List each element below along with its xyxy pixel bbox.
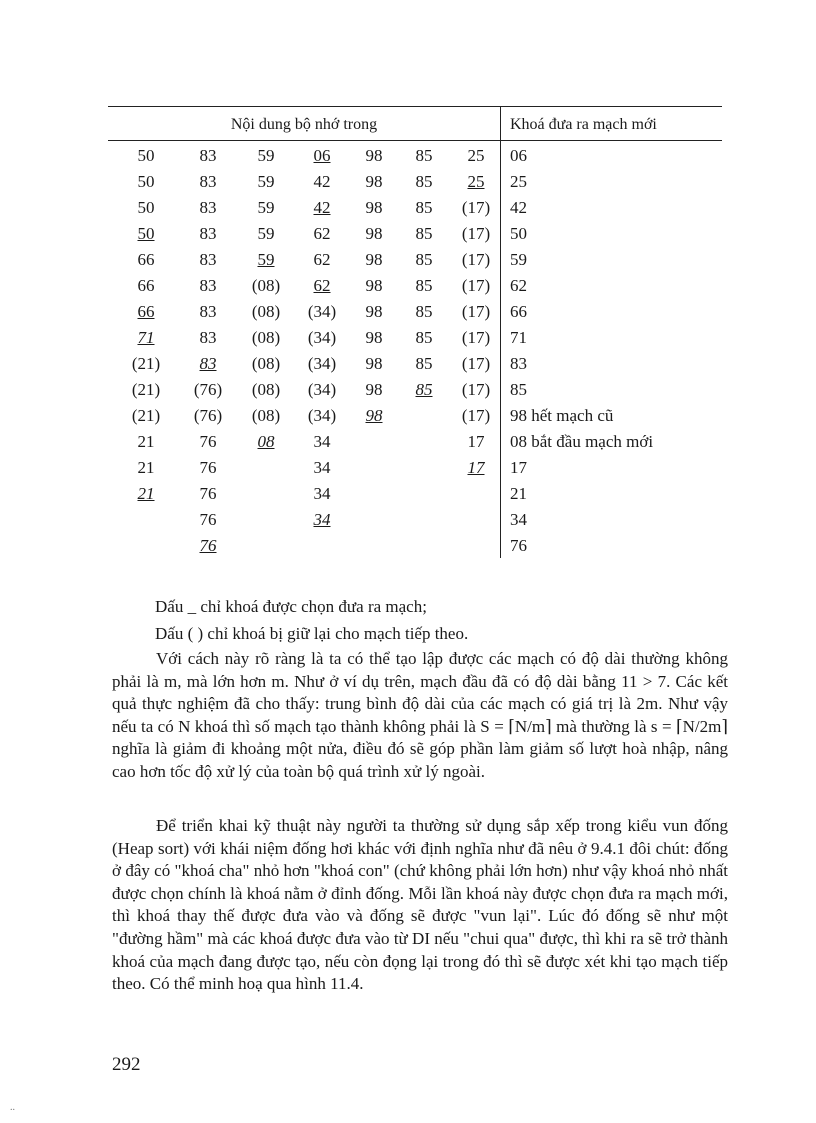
memory-cell: (34) (307, 328, 337, 347)
memory-cell: 98 (365, 250, 383, 269)
memory-cell: 21 (137, 432, 155, 451)
memory-cell: (17) (461, 250, 491, 269)
paragraph-1: Với cách này rõ ràng là ta có thể tạo lập được các mạch có độ dài thường không phải là m, mà lớn hơn m. Như ở ví dụ trên, mạch đầu đã có độ dài bằng 11 > 7. Các kết quả thực nghiệm đã cho thấy: trung bình độ dài của các mạch có giá trị là 2m. Như vậy nếu ta có N khoá thì số mạch tạo thành không phải là S = ⌈N/m⌉ mà thường là s = ⌈N/2m⌉ nghĩa là giảm đi khoảng một nửa, điều đó sẽ góp phần làm giảm số lượt hoà nhập, nâng cao hơn tốc độ xử lý của toàn bộ quá trình xử lý ngoài. (112, 649, 728, 781)
memory-cell: 50 (137, 224, 155, 243)
memory-cell: 98 (365, 224, 383, 243)
memory-cell: 76 (199, 458, 217, 477)
memory-cell: 83 (199, 328, 217, 347)
output-key: 62 (510, 276, 527, 295)
memory-cell: 66 (137, 276, 155, 295)
memory-cell: 83 (199, 224, 217, 243)
memory-cell: 06 (313, 146, 331, 165)
memory-cell: 85 (415, 276, 433, 295)
output-key: 42 (510, 198, 527, 217)
memory-cell: 59 (257, 172, 275, 191)
memory-cell: 50 (137, 172, 155, 191)
memory-cell: 83 (199, 198, 217, 217)
memory-cell: 85 (415, 302, 433, 321)
memory-cell: 71 (137, 328, 155, 347)
output-key: 59 (510, 250, 527, 269)
memory-cell: 83 (199, 302, 217, 321)
output-key: 34 (510, 510, 527, 529)
memory-cell: (21) (131, 380, 161, 399)
memory-cell: (08) (251, 302, 281, 321)
output-key: 71 (510, 328, 527, 347)
page-number: 292 (112, 1054, 141, 1075)
note-underline: Dấu _ chỉ khoá được chọn đưa ra mạch; (155, 597, 427, 616)
memory-cell: 83 (199, 146, 217, 165)
memory-cell: 76 (199, 510, 217, 529)
memory-cell: 17 (467, 432, 485, 451)
memory-cell: 08 (257, 432, 275, 451)
memory-cell: 66 (137, 250, 155, 269)
memory-cell: 83 (199, 276, 217, 295)
memory-cell: 83 (199, 354, 217, 373)
memory-cell: (76) (193, 380, 223, 399)
memory-cell: 25 (467, 146, 485, 165)
memory-cell: 98 (365, 328, 383, 347)
memory-cell: 76 (199, 432, 217, 451)
memory-cell: (76) (193, 406, 223, 425)
output-key: 50 (510, 224, 527, 243)
memory-cell: 85 (415, 224, 433, 243)
memory-cell: 85 (415, 146, 433, 165)
memory-cell: (17) (461, 406, 491, 425)
memory-cell: 50 (137, 198, 155, 217)
memory-cell: 59 (257, 146, 275, 165)
output-key: 06 (510, 146, 527, 165)
memory-cell: (34) (307, 406, 337, 425)
memory-cell: (34) (307, 354, 337, 373)
memory-cell: 76 (199, 484, 217, 503)
memory-cell: 25 (467, 172, 485, 191)
memory-cell: 83 (199, 172, 217, 191)
memory-cell: 85 (415, 250, 433, 269)
memory-cell: 98 (365, 406, 383, 425)
output-key: 76 (510, 536, 527, 555)
output-key: 25 (510, 172, 527, 191)
memory-cell: (21) (131, 354, 161, 373)
memory-cell: (08) (251, 328, 281, 347)
memory-cell: 98 (365, 146, 383, 165)
memory-cell: 34 (313, 432, 331, 451)
memory-cell: (17) (461, 224, 491, 243)
table-header-memory: Nội dung bộ nhớ trong (230, 116, 378, 133)
note-paren: Dấu ( ) chỉ khoá bị giữ lại cho mạch tiếp theo. (155, 624, 469, 643)
memory-cell: 98 (365, 276, 383, 295)
memory-cell: 59 (257, 224, 275, 243)
corner-mark: .. (10, 1102, 15, 1113)
table-header-rule (108, 140, 722, 141)
memory-cell: (34) (307, 302, 337, 321)
memory-cell: 21 (137, 458, 155, 477)
memory-cell: 50 (137, 146, 155, 165)
output-key: 66 (510, 302, 527, 321)
output-key: 83 (510, 354, 527, 373)
paragraph-2: Để triển khai kỹ thuật này người ta thường sử dụng sắp xếp trong kiểu vun đống (Heap sort) với khái niệm đống hơi khác với định nghĩa như đã nêu ở 9.4.1 đôi chút: đống ở đây có "khoá cha" nhỏ hơn "khoá con" (chứ không phải lớn hơn) như vậy khoá nhỏ nhất được chọn chính là khoá nằm ở đỉnh đống. Mỗi lần khoá này được chọn đưa ra mạch mới, thì khoá thay thế được đưa vào và đống sẽ được "vun lại". Lúc đó đống sẽ như một "đường hầm" mà các khoá được đưa vào từ DI nếu "chui qua" được, thì khi ra sẽ trở thành khoá của mạch đang được tạo, nếu còn đọng lại trong đó thì sẽ được xét khi tạo mạch tiếp theo. Có thể minh hoạ qua hình 11.4. (112, 816, 728, 994)
memory-cell: 85 (415, 328, 433, 347)
memory-cell: (17) (461, 380, 491, 399)
memory-cell: 34 (313, 484, 331, 503)
memory-cell: 17 (467, 458, 485, 477)
memory-cell: (08) (251, 380, 281, 399)
memory-cell: 42 (313, 172, 331, 191)
table-header-output: Khoá đưa ra mạch mới (510, 116, 657, 133)
memory-cell: 66 (137, 302, 155, 321)
output-key: 98 hết mạch cũ (510, 406, 614, 425)
table-top-rule (108, 106, 722, 107)
memory-cell: 85 (415, 198, 433, 217)
memory-cell: (17) (461, 354, 491, 373)
memory-cell: 85 (415, 354, 433, 373)
memory-cell: (34) (307, 380, 337, 399)
memory-cell: (17) (461, 276, 491, 295)
memory-cell: 98 (365, 198, 383, 217)
memory-cell: (08) (251, 354, 281, 373)
memory-cell: 59 (257, 250, 275, 269)
memory-cell: (08) (251, 406, 281, 425)
memory-cell: 62 (313, 250, 331, 269)
memory-cell: 98 (365, 302, 383, 321)
memory-cell: 59 (257, 198, 275, 217)
output-key: 17 (510, 458, 527, 477)
memory-cell: 21 (137, 484, 155, 503)
output-key: 21 (510, 484, 527, 503)
memory-cell: (17) (461, 302, 491, 321)
memory-cell: (08) (251, 276, 281, 295)
memory-cell: (21) (131, 406, 161, 425)
output-key: 08 bắt đầu mạch mới (510, 432, 654, 451)
memory-cell: 85 (415, 380, 433, 399)
memory-cell: 34 (313, 458, 331, 477)
memory-cell: 42 (313, 198, 331, 217)
memory-cell: 83 (199, 250, 217, 269)
memory-cell: 62 (313, 224, 331, 243)
memory-cell: 85 (415, 172, 433, 191)
memory-cell: 98 (365, 380, 383, 399)
memory-cell: 34 (313, 510, 331, 529)
output-key: 85 (510, 380, 527, 399)
memory-cell: (17) (461, 198, 491, 217)
memory-cell: 98 (365, 354, 383, 373)
memory-cell: 98 (365, 172, 383, 191)
memory-cell: (17) (461, 328, 491, 347)
memory-cell: 76 (199, 536, 217, 555)
memory-cell: 62 (313, 276, 331, 295)
